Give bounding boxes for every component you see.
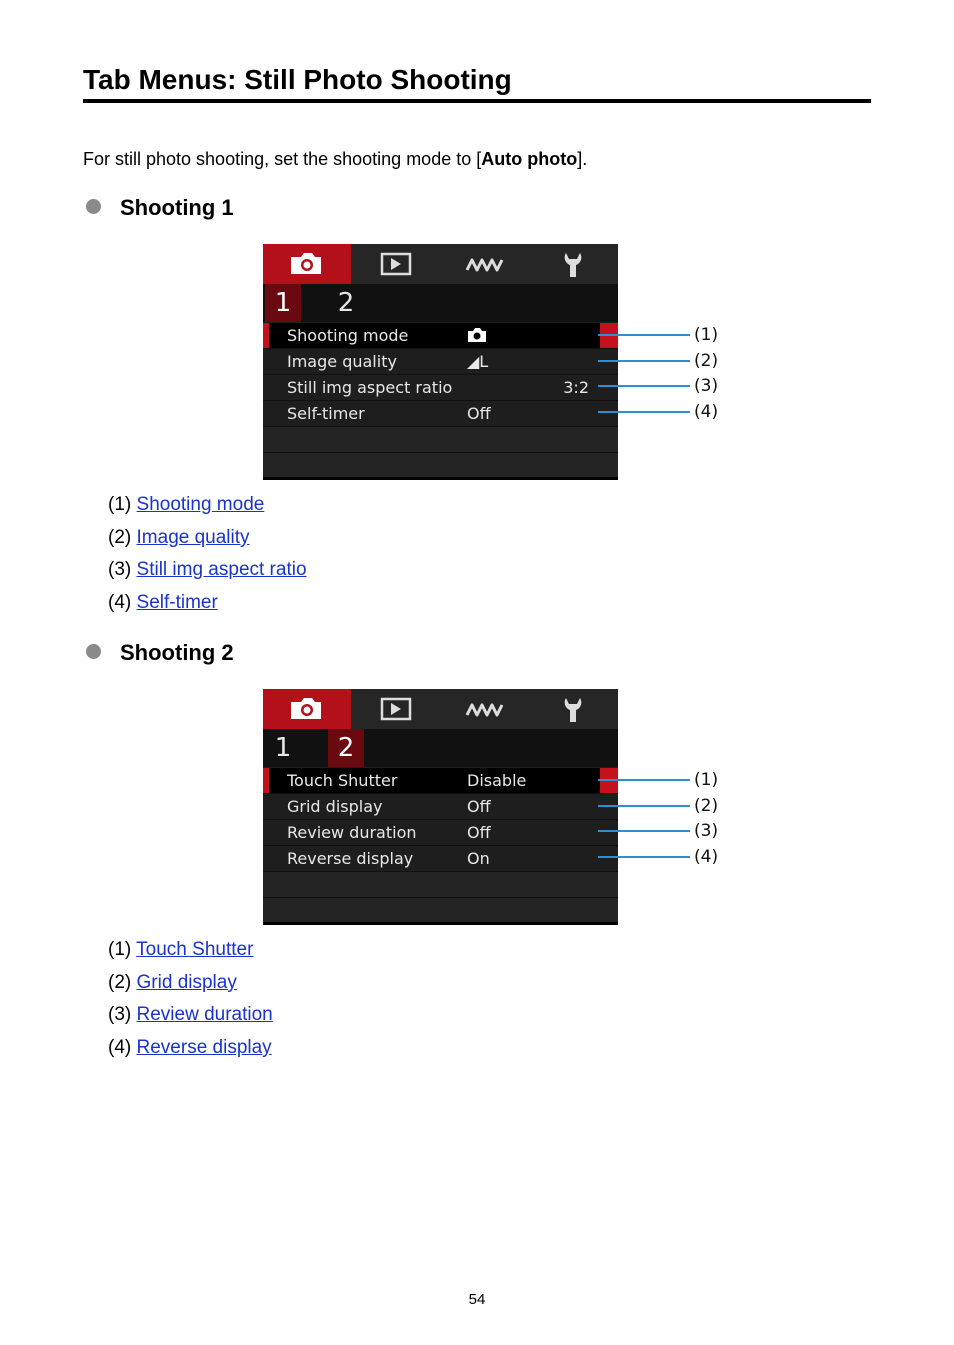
legend-number: (2) bbox=[108, 972, 132, 993]
camera-icon[interactable] bbox=[263, 244, 351, 284]
camera-menu-screen-1 bbox=[263, 244, 618, 480]
main-tab-bar bbox=[263, 689, 618, 729]
intro-bold: Auto photo bbox=[481, 149, 578, 169]
menu-row-value: Disable bbox=[467, 771, 527, 790]
callout-line bbox=[598, 334, 690, 336]
screen-bottom-edge bbox=[263, 922, 618, 925]
callout-line bbox=[598, 779, 690, 781]
menu-row-empty bbox=[263, 453, 618, 478]
menu-row-self-timer[interactable] bbox=[263, 401, 618, 427]
wireless-icon[interactable] bbox=[441, 244, 529, 284]
bullet-icon bbox=[86, 644, 101, 659]
link-review-duration[interactable]: Review duration bbox=[136, 1004, 273, 1025]
list-item bbox=[108, 1003, 273, 1027]
camera-icon[interactable] bbox=[263, 689, 351, 729]
menu-row-empty bbox=[263, 898, 618, 923]
legend-number: (2) bbox=[108, 527, 132, 548]
menu-row-label: Self-timer bbox=[287, 404, 365, 423]
menu-row-label: Review duration bbox=[287, 823, 417, 842]
section-heading-shooting-1 bbox=[86, 194, 234, 222]
menu-row-reverse-display[interactable] bbox=[263, 846, 618, 872]
legend-number: (4) bbox=[108, 1037, 132, 1058]
camera-menu-screen-2 bbox=[263, 689, 618, 925]
menu-row-touch-shutter[interactable] bbox=[263, 768, 618, 794]
list-item bbox=[108, 558, 307, 582]
callout-line bbox=[598, 856, 690, 858]
intro-prefix: For still photo shooting, set the shooting mode to [ bbox=[83, 149, 482, 169]
subtab-1[interactable]: 1 bbox=[265, 284, 301, 322]
link-still-img-aspect-ratio[interactable]: Still img aspect ratio bbox=[136, 559, 307, 580]
intro-paragraph bbox=[83, 147, 587, 171]
menu-row-shooting-mode[interactable] bbox=[263, 323, 618, 349]
menu-row-empty bbox=[263, 872, 618, 898]
callout-number: (1) bbox=[694, 325, 719, 345]
wireless-icon[interactable] bbox=[441, 689, 529, 729]
playback-icon[interactable] bbox=[352, 244, 440, 284]
bullet-icon bbox=[86, 199, 101, 214]
link-self-timer[interactable]: Self-timer bbox=[136, 592, 218, 613]
menu-row-value: Off bbox=[467, 797, 491, 816]
callout-number: (3) bbox=[694, 821, 719, 841]
legend-number: (3) bbox=[108, 1004, 132, 1025]
wrench-icon[interactable] bbox=[530, 244, 618, 284]
list-item bbox=[108, 526, 250, 550]
list-item bbox=[108, 591, 218, 615]
callout-line bbox=[598, 830, 690, 832]
legend-number: (1) bbox=[108, 494, 132, 515]
wrench-icon[interactable] bbox=[530, 689, 618, 729]
menu-row-still-img-aspect-ratio[interactable] bbox=[263, 375, 618, 401]
menu-row-value: Off bbox=[467, 404, 491, 423]
legend-number: (4) bbox=[108, 592, 132, 613]
callouts-2 bbox=[598, 771, 728, 871]
legend-number: (3) bbox=[108, 559, 132, 580]
callout-number: (2) bbox=[694, 351, 719, 371]
subtab-2[interactable]: 2 bbox=[337, 288, 355, 318]
menu-row-label: Still img aspect ratio bbox=[287, 378, 453, 397]
menu-row-review-duration[interactable] bbox=[263, 820, 618, 846]
callout-number: (1) bbox=[694, 770, 719, 790]
list-item bbox=[108, 1036, 272, 1060]
main-tab-bar bbox=[263, 244, 618, 284]
list-item bbox=[108, 493, 264, 517]
list-item bbox=[108, 971, 237, 995]
menu-row-label: Reverse display bbox=[287, 849, 414, 868]
title-rule bbox=[83, 99, 871, 103]
link-image-quality[interactable]: Image quality bbox=[136, 527, 250, 548]
page-number: 54 bbox=[468, 1291, 486, 1308]
menu-row-label: Grid display bbox=[287, 797, 383, 816]
callout-line bbox=[598, 805, 690, 807]
section-heading-shooting-2 bbox=[86, 639, 234, 667]
playback-icon[interactable] bbox=[352, 689, 440, 729]
callout-number: (4) bbox=[694, 402, 719, 422]
callout-line bbox=[598, 360, 690, 362]
callout-number: (3) bbox=[694, 376, 719, 396]
list-item bbox=[108, 938, 253, 962]
link-grid-display[interactable]: Grid display bbox=[136, 972, 237, 993]
callout-line bbox=[598, 385, 690, 387]
menu-row-label: Shooting mode bbox=[287, 326, 409, 345]
menu-row-value: ◢L bbox=[467, 352, 489, 371]
link-shooting-mode[interactable]: Shooting mode bbox=[136, 494, 265, 515]
menu-row-image-quality[interactable] bbox=[263, 349, 618, 375]
link-touch-shutter[interactable]: Touch Shutter bbox=[136, 939, 254, 960]
intro-suffix: ]. bbox=[577, 149, 588, 169]
section-heading-text: Shooting 2 bbox=[120, 640, 234, 665]
screen-bottom-edge bbox=[263, 477, 618, 480]
sub-tab-bar bbox=[263, 729, 618, 767]
menu-row-value: On bbox=[467, 849, 490, 868]
menu-row-value: Off bbox=[467, 823, 491, 842]
menu-row-label: Image quality bbox=[287, 352, 397, 371]
callouts-1 bbox=[598, 326, 728, 426]
subtab-2[interactable]: 2 bbox=[328, 729, 364, 767]
callout-number: (4) bbox=[694, 847, 719, 867]
menu-row-grid-display[interactable] bbox=[263, 794, 618, 820]
subtab-1[interactable]: 1 bbox=[274, 733, 292, 763]
section-heading-text: Shooting 1 bbox=[120, 195, 234, 220]
legend-number: (1) bbox=[108, 939, 132, 960]
callout-number: (2) bbox=[694, 796, 719, 816]
menu-row-empty bbox=[263, 427, 618, 453]
callout-line bbox=[598, 411, 690, 413]
page-title: Tab Menus: Still Photo Shooting bbox=[83, 64, 512, 95]
menu-row-value: 3:2 bbox=[563, 378, 589, 397]
menu-row-label: Touch Shutter bbox=[287, 771, 398, 790]
sub-tab-bar bbox=[263, 284, 618, 322]
link-reverse-display[interactable]: Reverse display bbox=[136, 1037, 272, 1058]
